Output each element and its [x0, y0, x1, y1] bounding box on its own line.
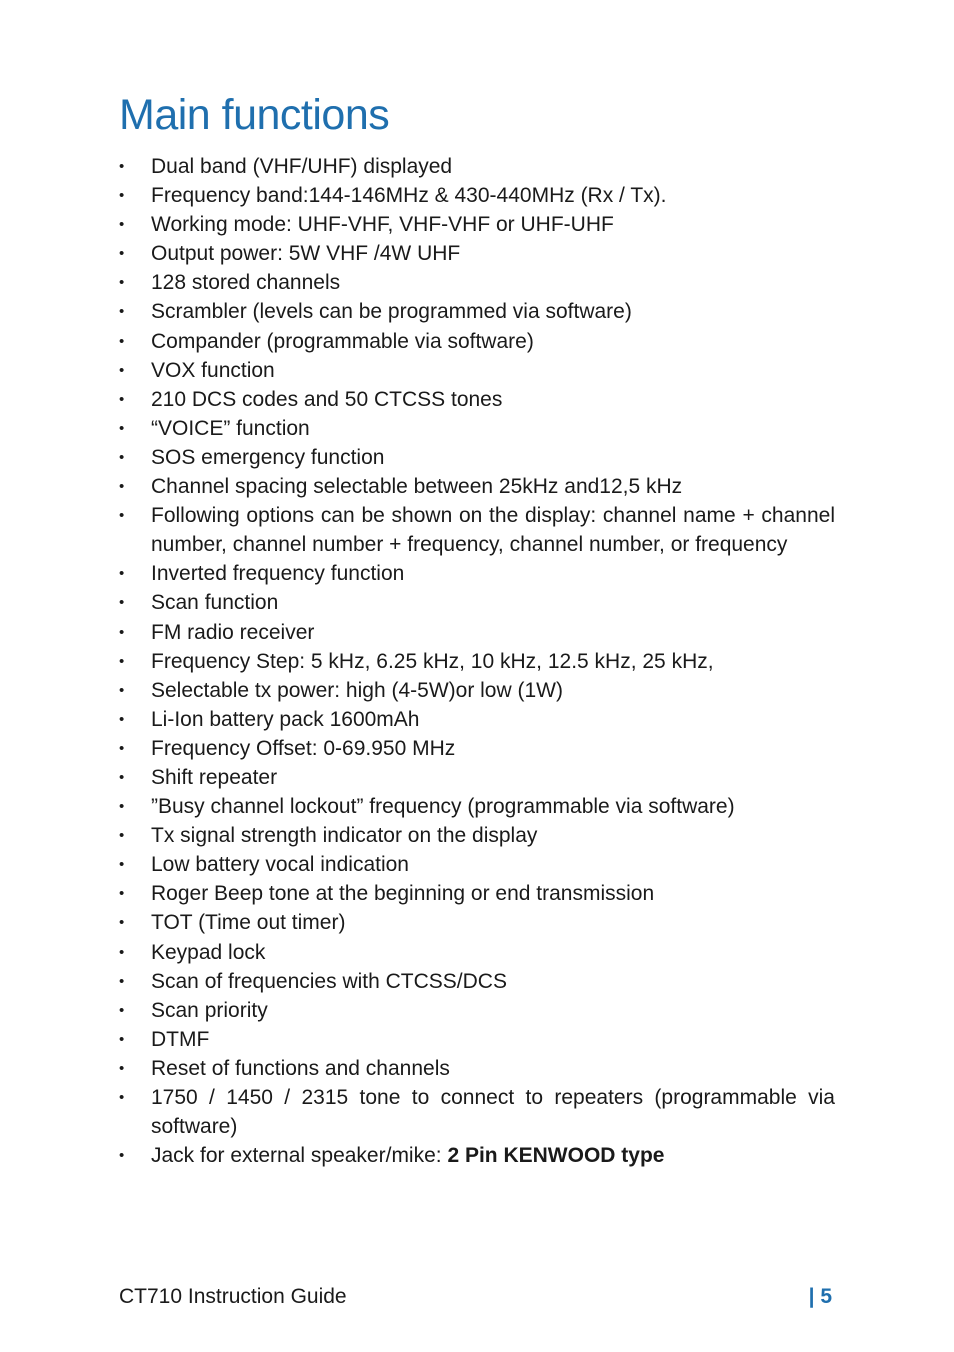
- feature-text: FM radio receiver: [151, 620, 315, 644]
- feature-item: [119, 501, 835, 559]
- feature-text: Selectable tx power: high (4-5W)or low (1W): [151, 678, 563, 702]
- feature-item: [119, 996, 835, 1025]
- bullet-icon: •: [119, 768, 125, 786]
- bullet-icon: •: [119, 652, 125, 670]
- feature-text: ”Busy channel lockout” frequency (programmable via software): [151, 795, 735, 819]
- feature-text: 210 DCS codes and 50 CTCSS tones: [151, 387, 503, 411]
- feature-text: Output power: 5W VHF /4W UHF: [151, 242, 461, 266]
- bullet-icon: •: [119, 332, 125, 350]
- feature-text: Roger Beep tone at the beginning or end transmission: [151, 882, 655, 906]
- feature-text: “VOICE” function: [151, 416, 310, 440]
- feature-item: [119, 443, 835, 472]
- footer-guide-title: CT710 Instruction Guide: [119, 1285, 347, 1308]
- bullet-icon: •: [119, 158, 125, 175]
- bullet-icon: •: [119, 507, 125, 525]
- feature-item: [119, 1054, 835, 1083]
- feature-item: [119, 967, 835, 996]
- bullet-icon: •: [119, 274, 125, 292]
- bullet-icon: •: [119, 739, 125, 757]
- feature-text: Frequency Step: 5 kHz, 6.25 kHz, 10 kHz, 12.5 kHz, 25 kHz,: [151, 649, 714, 673]
- bullet-icon: •: [119, 1030, 125, 1048]
- feature-item: [119, 763, 835, 792]
- feature-text: Scan of frequencies with CTCSS/DCS: [151, 969, 507, 993]
- feature-item: [119, 647, 835, 676]
- bullet-icon: •: [119, 1001, 125, 1019]
- bullet-icon: •: [119, 623, 125, 641]
- bullet-icon: •: [119, 827, 125, 845]
- bullet-icon: •: [119, 187, 125, 205]
- bullet-icon: •: [119, 914, 125, 932]
- bullet-icon: •: [119, 594, 125, 612]
- feature-item: [119, 792, 835, 821]
- feature-item: [119, 268, 835, 297]
- feature-item: [119, 356, 835, 385]
- bullet-icon: •: [119, 390, 125, 408]
- feature-item: [119, 938, 835, 967]
- feature-text: TOT (Time out timer): [151, 911, 346, 935]
- feature-item: [119, 618, 835, 647]
- feature-item: [119, 181, 835, 210]
- feature-item: [119, 297, 835, 326]
- bullet-icon: •: [119, 216, 125, 234]
- feature-item: [119, 210, 835, 239]
- feature-item: [119, 152, 835, 181]
- footer-page-number: | 5: [808, 1285, 832, 1308]
- bullet-icon: •: [119, 710, 125, 728]
- feature-text: Channel spacing selectable between 25kHz and12,5 kHz: [151, 475, 683, 499]
- feature-item: [119, 850, 835, 879]
- feature-text: Compander (programmable via software): [151, 329, 534, 353]
- feature-text: Scan function: [151, 591, 279, 615]
- feature-item: [119, 588, 835, 617]
- bullet-icon: •: [119, 1089, 125, 1106]
- bullet-icon: •: [119, 1059, 125, 1077]
- bullet-icon: •: [119, 1147, 125, 1165]
- feature-item: [119, 705, 835, 734]
- feature-text: Following options can be shown on the display: channel name + channel number, channel number + frequency, channel number, or frequency: [151, 504, 835, 557]
- bullet-icon: •: [119, 798, 125, 816]
- feature-text: Keypad lock: [151, 940, 266, 964]
- bullet-icon: •: [119, 681, 125, 699]
- feature-text: Dual band (VHF/UHF) displayed: [151, 155, 453, 178]
- bullet-icon: •: [119, 565, 125, 583]
- feature-item: [119, 472, 835, 501]
- feature-item: [119, 821, 835, 850]
- feature-text: Tx signal strength indicator on the display: [151, 824, 538, 848]
- feature-text: 1750 / 1450 / 2315 tone to connect to repeaters (programmable via software): [151, 1086, 835, 1139]
- feature-text: Li-Ion battery pack 1600mAh: [151, 707, 420, 731]
- feature-text: DTMF: [151, 1027, 210, 1051]
- feature-text: Reset of functions and channels: [151, 1056, 450, 1080]
- feature-item: [119, 239, 835, 268]
- feature-text: Scrambler (levels can be programmed via software): [151, 300, 632, 324]
- bullet-icon: •: [119, 245, 125, 263]
- feature-text: Working mode: UHF-VHF, VHF-VHF or UHF-UHF: [151, 213, 614, 237]
- feature-item: [119, 734, 835, 763]
- bullet-icon: •: [119, 885, 125, 903]
- bullet-icon: •: [119, 361, 125, 379]
- feature-text: Shift repeater: [151, 765, 278, 789]
- feature-item: [119, 414, 835, 443]
- feature-item: [119, 908, 835, 937]
- feature-text: 128 stored channels: [151, 271, 341, 295]
- bullet-icon: •: [119, 972, 125, 990]
- feature-item: [119, 559, 835, 588]
- bullet-icon: •: [119, 303, 125, 321]
- page-title: Main functions: [119, 91, 390, 139]
- bullet-icon: •: [119, 856, 125, 874]
- feature-item: [119, 385, 835, 414]
- feature-text: Low battery vocal indication: [151, 853, 409, 877]
- feature-text: Frequency band:144-146MHz & 430-440MHz (Rx / Tx).: [151, 184, 667, 208]
- feature-item: [119, 1141, 835, 1170]
- feature-text: Frequency Offset: 0-69.950 MHz: [151, 736, 456, 760]
- feature-text: Scan priority: [151, 998, 268, 1022]
- feature-item: [119, 327, 835, 356]
- bullet-icon: •: [119, 419, 125, 437]
- feature-item: [119, 879, 835, 908]
- feature-text: Jack for external speaker/mike:: [151, 1144, 448, 1168]
- feature-text: Inverted frequency function: [151, 562, 405, 586]
- feature-text: VOX function: [151, 358, 275, 382]
- feature-bold-text: 2 Pin KENWOOD type: [447, 1144, 665, 1168]
- bullet-icon: •: [119, 478, 125, 496]
- feature-list: [119, 152, 835, 1170]
- feature-item: [119, 676, 835, 705]
- bullet-icon: •: [119, 448, 125, 466]
- feature-text: SOS emergency function: [151, 445, 385, 469]
- feature-item: [119, 1083, 835, 1141]
- bullet-icon: •: [119, 943, 125, 961]
- feature-item: [119, 1025, 835, 1054]
